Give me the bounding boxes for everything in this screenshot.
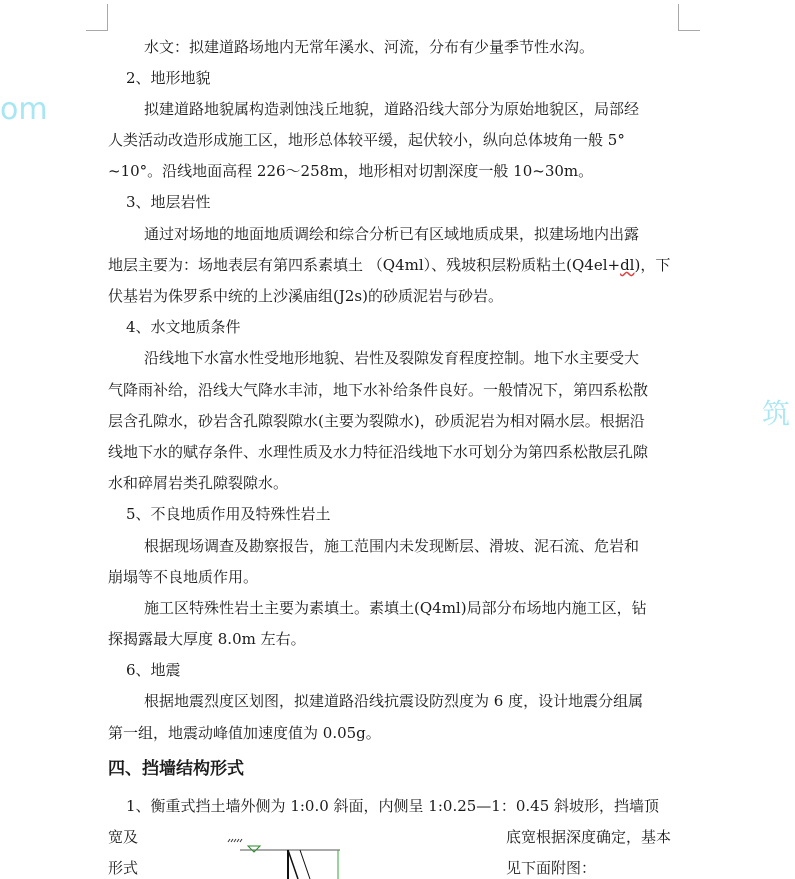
text-line: 根据现场调查及勘察报告，施工范围内未发现断层、滑坡、泥石流、危岩和 bbox=[144, 537, 640, 555]
text-line: 线地下水的赋存条件、水理性质及水力特征沿线地下水可划分为第四系松散层孔隙 bbox=[108, 443, 649, 461]
wall-back bbox=[288, 850, 298, 879]
text-segment: )，下 bbox=[634, 256, 671, 274]
heading-adverse-geology: 5、不良地质作用及特殊性岩土 bbox=[126, 505, 331, 523]
text-line: 探揭露最大厚度 8.0m 左右。 bbox=[108, 630, 306, 648]
text-line: 气降雨补给，沿线大气降水丰沛，地下水补给条件良好。一般情况下，第四系松散 bbox=[108, 381, 649, 399]
watermark-left: om bbox=[0, 92, 48, 127]
page-corner-mark-left bbox=[86, 30, 108, 31]
page-corner-mark-left-v bbox=[107, 4, 108, 31]
heading-hydrogeology: 4、水文地质条件 bbox=[126, 318, 241, 336]
water-level-marker bbox=[248, 846, 260, 852]
section-heading-retaining-wall: 四、挡墙结构形式 bbox=[108, 759, 244, 779]
text-line-composite bbox=[108, 255, 670, 275]
heading-earthquake: 6、地震 bbox=[126, 661, 181, 679]
text-line: 伏基岩为侏罗系中统的上沙溪庙组(J2s)的砂质泥岩与砂岩。 bbox=[108, 287, 503, 305]
text-line: ~10°。沿线地面高程 226～258m，地形相对切割深度一般 10~30m。 bbox=[108, 162, 594, 180]
text-segment: 地层主要为：场地表层有第四系素填土 （Q4ml）、残坡积层粉质粘土(Q4el+ bbox=[108, 256, 621, 274]
text-line: 宽及 bbox=[108, 828, 139, 846]
heading-terrain: 2、地形地貌 bbox=[126, 69, 211, 87]
text-line: 见下面附图： bbox=[506, 859, 597, 877]
text-line: 通过对场地的地面地质调绘和综合分析已有区域地质成果，拟建场地内出露 bbox=[144, 225, 640, 243]
text-line: 1、衡重式挡土墙外侧为 1:0.0 斜面，内侧呈 1:0.25—1：0.45 斜坡形，挡墙顶 bbox=[126, 797, 660, 815]
text-line: 第一组，地震动峰值加速度值为 0.05g。 bbox=[108, 724, 381, 742]
page-corner-mark-right bbox=[678, 30, 700, 31]
spellcheck-word: dl bbox=[620, 256, 635, 274]
wall-slope bbox=[300, 850, 310, 879]
page-corner-mark-right-v bbox=[678, 4, 679, 31]
heading-strata: 3、地层岩性 bbox=[126, 193, 211, 211]
text-line: 拟建道路地貌属构造剥蚀浅丘地貌，道路沿线大部分为原始地貌区，局部经 bbox=[144, 100, 640, 118]
text-line: 水和碎屑岩类孔隙裂隙水。 bbox=[108, 474, 289, 492]
text-line: 底宽根据深度确定，基本 bbox=[506, 828, 672, 846]
text-line: 施工区特殊性岩土主要为素填土。素填土(Q4ml)局部分布场地内施工区，钻 bbox=[144, 599, 647, 617]
text-line: 人类活动改造形成施工区，地形总体较平缓，起伏较小，纵向总体坡角一般 5° bbox=[108, 131, 625, 149]
paragraph-hydrology: 水文：拟建道路场地内无常年溪水、河流，分布有少量季节性水沟。 bbox=[144, 38, 595, 56]
text-line: 形式 bbox=[108, 859, 139, 877]
text-line: 根据地震烈度区划图，拟建道路沿线抗震设防烈度为 6 度，设计地震分组属 bbox=[144, 692, 644, 710]
text-line: 崩塌等不良地质作用。 bbox=[108, 568, 259, 586]
text-line: 沿线地下水富水性受地形地貌、岩性及裂隙发育程度控制。地下水主要受大 bbox=[144, 349, 640, 367]
retaining-wall-figure bbox=[220, 836, 360, 879]
ground-hatch bbox=[228, 839, 242, 842]
text-line: 层含孔隙水，砂岩含孔隙裂隙水(主要为裂隙水)，砂质泥岩为相对隔水层。根据沿 bbox=[108, 412, 645, 430]
watermark-right: 筑 bbox=[762, 397, 791, 430]
